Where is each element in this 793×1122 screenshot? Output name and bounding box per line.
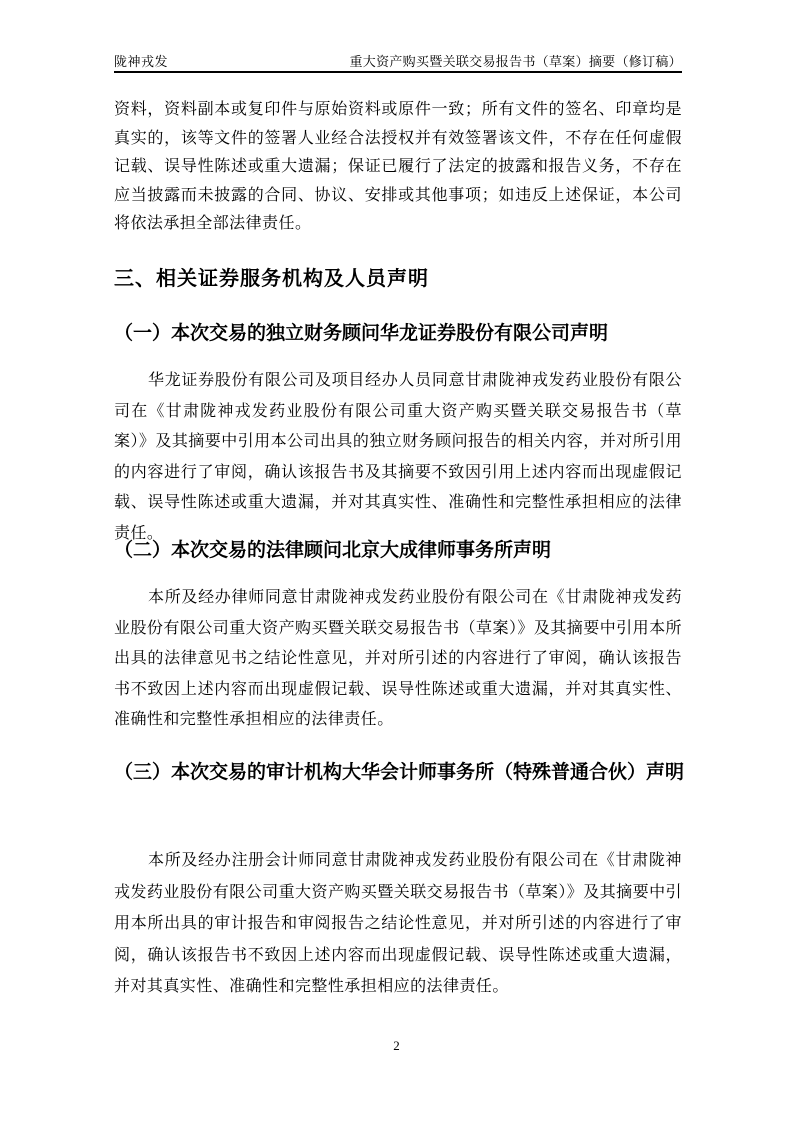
continuation-paragraph: 资料，资料副本或复印件与原始资料或原件一致；所有文件的签名、印章均是真实的，该等文件的签署人业经合法授权并有效签署该文件，不存在任何虚假记载、误导性陈述或重大遗漏；保证已履行了法定的披露和报告义务，不存在应当披露而未披露的合同、协议、安排或其他事项；如违反上述保证，本公司将依法承担全部法律责任。 (114, 101, 682, 232)
header-company-short-name: 陇神戎发 (114, 54, 169, 69)
subsection-heading-1-financial-advisor: （一）本次交易的独立财务顾问华龙证券股份有限公司声明 (114, 323, 609, 344)
section-heading-three: 三、相关证券服务机构及人员声明 (114, 268, 429, 290)
subsection-paragraph-2-legal-counsel-statement: 本所及经办律师同意甘肃陇神戎发药业股份有限公司在《甘肃陇神戎发药业股份有限公司重大资产购买暨关联交易报告书（草案）》及其摘要中引用本所出具的法律意见书之结论性意见，并对所引述的内容进行了审阅，确认该报告书不致因上述内容而出现虚假记载、误导性陈述或重大遗漏，并对其真实性、准确性和完整性承担相应的法律责任。 (114, 589, 682, 729)
subsection-heading-3-audit-firm: （三）本次交易的审计机构大华会计师事务所（特殊普通合伙）声明 (114, 762, 685, 783)
header-divider-rule (114, 71, 682, 73)
subsection-heading-2-legal-counsel: （二）本次交易的法律顾问北京大成律师事务所声明 (114, 540, 552, 561)
page-number: 2 (393, 1038, 400, 1053)
header-document-title: 重大资产购买暨关联交易报告书（草案）摘要（修订稿） (349, 54, 682, 69)
subsection-paragraph-3-audit-firm-statement: 本所及经办注册会计师同意甘肃陇神戎发药业股份有限公司在《甘肃陇神戎发药业股份有限公司重大资产购买暨关联交易报告书（草案）》及其摘要中引用本所出具的审计报告和审阅报告之结论性意见，并对所引述的内容进行了审阅，确认该报告书不致因上述内容而出现虚假记载、误导性陈述或重大遗漏，并对其真实性、准确性和完整性承担相应的法律责任。 (114, 852, 682, 996)
subsection-paragraph-1-financial-advisor-statement: 华龙证券股份有限公司及项目经办人员同意甘肃陇神戎发药业股份有限公司在《甘肃陇神戎发药业股份有限公司重大资产购买暨关联交易报告书（草案）》及其摘要中引用本公司出具的独立财务顾问报告的相关内容，并对所引用的内容进行了审阅，确认该报告书及其摘要不致因引用上述内容而出现虚假记载、误导性陈述或重大遗漏，并对其真实性、准确性和完整性承担相应的法律责任。 (114, 372, 682, 542)
